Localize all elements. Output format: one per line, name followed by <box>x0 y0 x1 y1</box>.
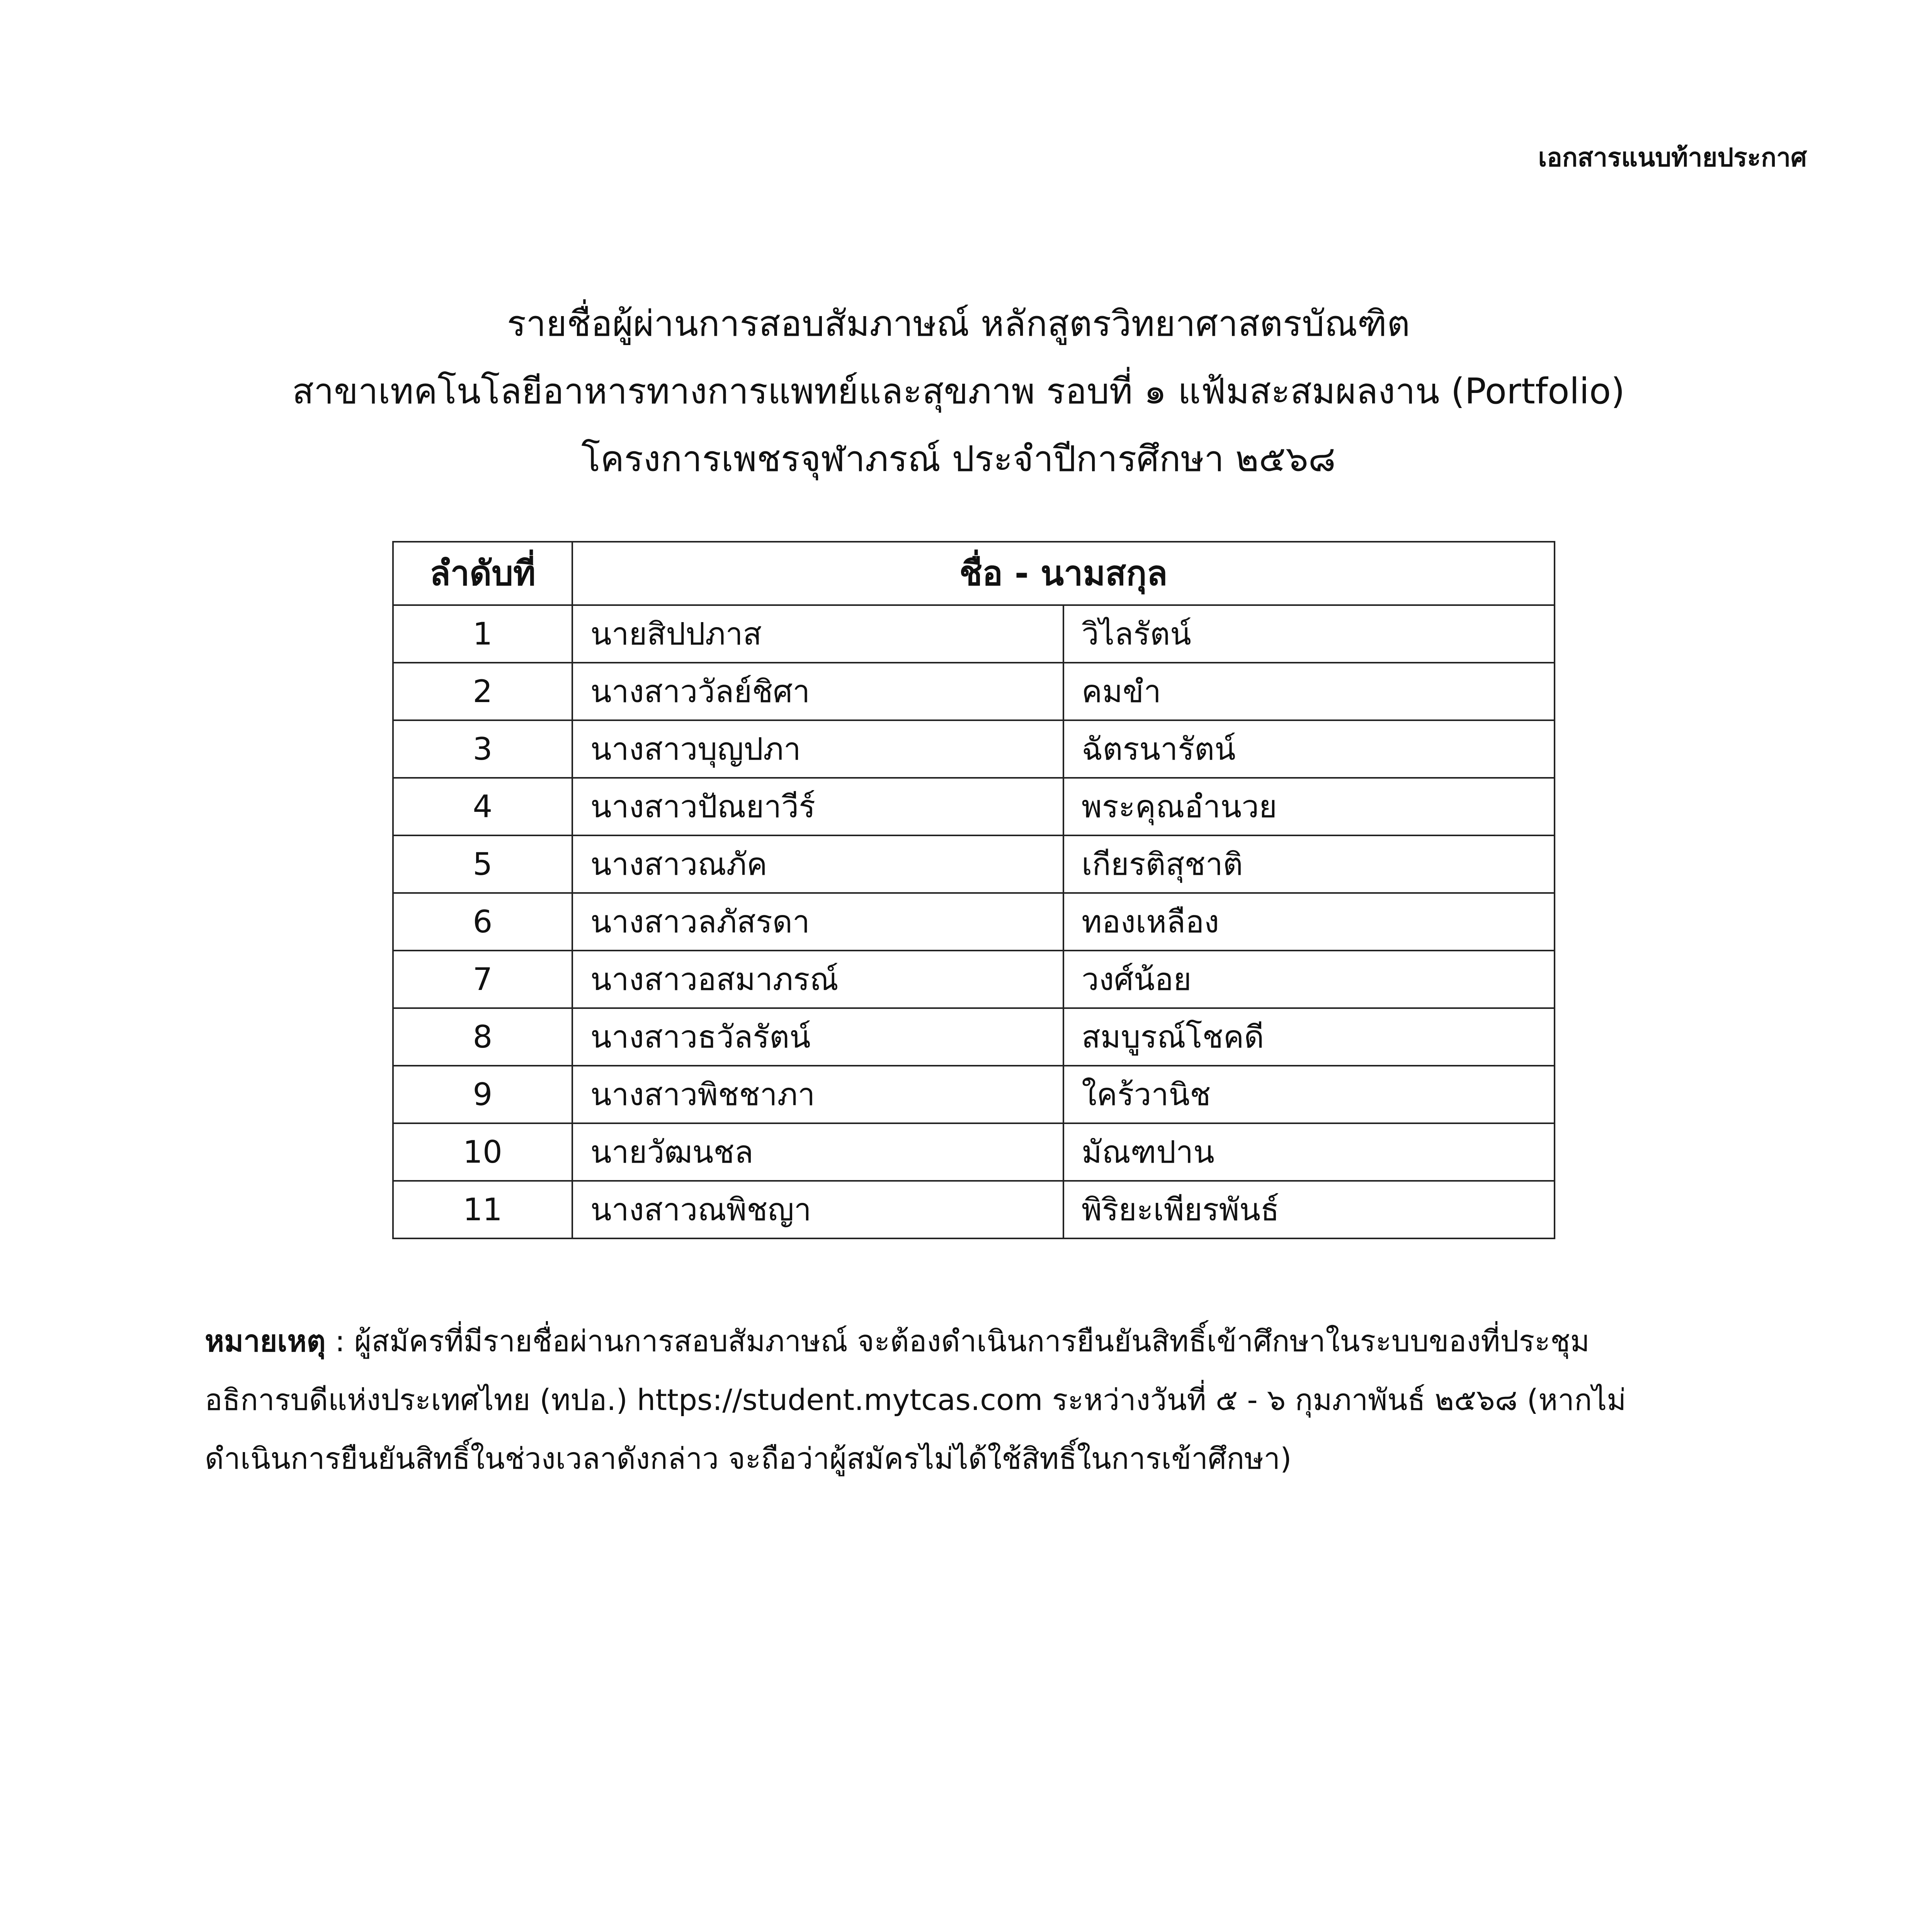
row-first-name: นายสิปปภาส <box>572 605 1063 663</box>
row-number: 11 <box>393 1181 572 1238</box>
table-row <box>393 893 1555 951</box>
row-number: 10 <box>393 1123 572 1181</box>
row-first-name: นางสาวพิชชาภา <box>572 1066 1063 1123</box>
row-last-name: สมบูรณ์โชคดี <box>1063 1008 1555 1066</box>
row-last-name: มัณฑปาน <box>1063 1123 1555 1181</box>
row-number: 1 <box>393 605 572 663</box>
document-attachment-label: เอกสารแนบท้ายประกาศ <box>1538 143 1807 172</box>
row-last-name: พระคุณอำนวย <box>1063 778 1555 835</box>
row-first-name: นางสาวณพิชญา <box>572 1181 1063 1238</box>
row-last-name: เกียรติสุชาติ <box>1063 835 1555 893</box>
remark-text-1: : ผู้สมัครที่มีรายชื่อผ่านการสอบสัมภาษณ์ จะต้องดำเนินการยืนยันสิทธิ์เข้าศึกษาในระบบของที่ประชุม <box>325 1324 1590 1358</box>
row-number: 3 <box>393 720 572 778</box>
row-number: 9 <box>393 1066 572 1123</box>
row-first-name: นายวัฒนชล <box>572 1123 1063 1181</box>
row-number: 2 <box>393 663 572 720</box>
title-line-1: รายชื่อผู้ผ่านการสอบสัมภาษณ์ หลักสูตรวิทยาศาสตรบัณฑิต <box>507 303 1410 344</box>
row-first-name: นางสาวอสมาภรณ์ <box>572 951 1063 1008</box>
row-first-name: นางสาวบุญปภา <box>572 720 1063 778</box>
row-number: 8 <box>393 1008 572 1066</box>
remark-line-3: ดำเนินการยืนยันสิทธิ์ในช่วงเวลาดังกล่าว จะถือว่าผู้สมัครไม่ได้ใช้สิทธิ์ในการเข้าศึกษา) <box>205 1441 1292 1476</box>
row-first-name: นางสาวปัณยาวีร์ <box>572 778 1063 835</box>
title-line-3: โครงการเพชรจุฬาภรณ์ ประจำปีการศึกษา ๒๕๖๘ <box>581 438 1336 480</box>
remark-note <box>205 1312 1712 1488</box>
table-row <box>393 1123 1555 1181</box>
row-number: 5 <box>393 835 572 893</box>
row-number: 7 <box>393 951 572 1008</box>
remark-line-1 <box>205 1312 1712 1371</box>
table-row <box>393 1066 1555 1123</box>
row-last-name: ทองเหลือง <box>1063 893 1555 951</box>
title-block <box>0 290 1917 493</box>
row-last-name: คมขำ <box>1063 663 1555 720</box>
row-first-name: นางสาวธวัลรัตน์ <box>572 1008 1063 1066</box>
table-row <box>393 835 1555 893</box>
table-header-row <box>393 542 1555 605</box>
row-last-name: ฉัตรนารัตน์ <box>1063 720 1555 778</box>
row-number: 6 <box>393 893 572 951</box>
row-first-name: นางสาวณภัค <box>572 835 1063 893</box>
title-line-2: สาขาเทคโนโลยีอาหารทางการแพทย์และสุขภาพ รอบที่ ๑ แฟ้มสะสมผลงาน (Portfolio) <box>292 371 1625 412</box>
row-last-name: พิริยะเพียรพันธ์ <box>1063 1181 1555 1238</box>
remark-line-2: อธิการบดีแห่งประเทศไทย (ทปอ.) https://student.mytcas.com ระหว่างวันที่ ๕ - ๖ กุมภาพันธ์ ๒๕๖๘ (หากไม่ <box>205 1383 1626 1417</box>
row-number: 4 <box>393 778 572 835</box>
table-row <box>393 720 1555 778</box>
table-row <box>393 778 1555 835</box>
table-row <box>393 605 1555 663</box>
table-row <box>393 663 1555 720</box>
header-name: ชื่อ - นามสกุล <box>572 542 1555 605</box>
results-table <box>392 541 1555 1239</box>
row-first-name: นางสาวลภัสรดา <box>572 893 1063 951</box>
header-order: ลำดับที่ <box>393 542 572 605</box>
remark-label: หมายเหตุ <box>205 1324 326 1358</box>
row-first-name: นางสาววัลย์ชิศา <box>572 663 1063 720</box>
table-row <box>393 951 1555 1008</box>
table-row <box>393 1181 1555 1238</box>
table-row <box>393 1008 1555 1066</box>
row-last-name: วิไลรัตน์ <box>1063 605 1555 663</box>
row-last-name: วงศ์น้อย <box>1063 951 1555 1008</box>
row-last-name: ใคร้วานิช <box>1063 1066 1555 1123</box>
